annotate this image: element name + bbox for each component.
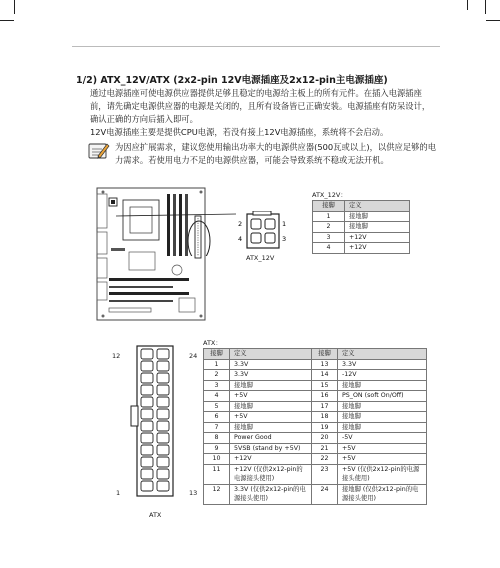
definition-cell: 接地脚 <box>338 412 427 423</box>
atx12v-pin-number: 4 <box>238 235 243 243</box>
table-header-row <box>313 201 410 212</box>
atx-connector-pin <box>157 349 169 359</box>
definition-cell: 接地脚 <box>338 380 427 391</box>
pin-cell: 6 <box>204 412 230 423</box>
column-header: 接脚 <box>313 201 345 212</box>
atx-connector-pin <box>141 445 153 455</box>
atx-connector-pin <box>141 421 153 431</box>
crop-mark <box>467 0 468 10</box>
atx-connector-pin <box>157 409 169 419</box>
table-row <box>204 422 427 433</box>
definition-cell: 3.3V <box>338 359 427 370</box>
pin-cell: 22 <box>312 454 338 465</box>
atx-connector-pin <box>141 469 153 479</box>
table-row <box>204 454 427 465</box>
definition-cell: 接地脚 <box>338 401 427 412</box>
definition-cell: -5V <box>338 433 427 444</box>
atx-connector-label: ATX <box>149 511 162 519</box>
column-header: 定义 <box>338 349 427 360</box>
definition-cell: +5V <box>230 412 312 423</box>
pin-cell: 3 <box>204 380 230 391</box>
atx-connector-pin <box>141 409 153 419</box>
atx-connector-pin <box>157 445 169 455</box>
pin-cell: 10 <box>204 454 230 465</box>
table-row <box>204 401 427 412</box>
column-header: 接脚 <box>312 349 338 360</box>
atx-connector-pin <box>157 421 169 431</box>
atx-connector-pin <box>157 385 169 395</box>
section-title: 1/2) ATX_12V/ATX (2x2-pin 12V电源插座及2x12-pin主电源插座) <box>76 75 388 86</box>
atx-connector-diagram <box>126 344 184 524</box>
note-text: 为因应扩展需求，建议您使用输出功率大的电源供应器(500瓦或以上)，以供应足够的电力需求。若使用电力不足的电源供应器，可能会导致系统不稳或无法开机。 <box>115 142 437 165</box>
definition-cell: +12V <box>345 243 410 254</box>
definition-cell: +5V (仅供2x12-pin的电源接头使用) <box>338 464 427 484</box>
definition-cell: +12V <box>345 232 410 243</box>
definition-cell: 接地脚 <box>345 222 410 233</box>
atx-connector-pin <box>157 373 169 383</box>
atx-pin-label: 24 <box>189 352 198 360</box>
table-row <box>313 211 410 222</box>
pin-cell: 5 <box>204 401 230 412</box>
atx12v-pin-number: 3 <box>282 235 287 243</box>
pin-cell: 12 <box>204 484 230 504</box>
table-row <box>204 370 427 381</box>
atx12v-table-caption: ATX_12V： <box>312 191 347 199</box>
table-row <box>204 464 427 484</box>
connector-callout-lines <box>100 186 243 256</box>
atx-connector-pin <box>157 433 169 443</box>
pin-cell: 21 <box>312 443 338 454</box>
pin-cell: 20 <box>312 433 338 444</box>
pin-cell: 4 <box>204 391 230 402</box>
definition-cell: 3.3V <box>230 370 312 381</box>
definition-cell: 接地脚 (仅供2x12-pin的电源接头使用) <box>338 484 427 504</box>
definition-cell: 接地脚 <box>338 422 427 433</box>
table-row <box>204 412 427 423</box>
table-row <box>204 359 427 370</box>
atx-pin-label: 1 <box>116 489 121 497</box>
pin-cell: 8 <box>204 433 230 444</box>
crop-mark <box>485 0 486 14</box>
table-row <box>204 391 427 402</box>
crop-mark <box>14 0 15 14</box>
crop-mark <box>0 20 14 21</box>
atx-connector-pin <box>141 397 153 407</box>
atx-connector-pin <box>157 469 169 479</box>
header-rule <box>72 46 440 47</box>
pin-cell: 23 <box>312 464 338 484</box>
pin-cell: 3 <box>313 232 345 243</box>
definition-cell: 接地脚 <box>230 422 312 433</box>
atx-pin-label: 12 <box>112 352 121 360</box>
atx-connector-pin <box>141 361 153 371</box>
definition-cell: +12V <box>230 454 312 465</box>
table-row <box>313 232 410 243</box>
pin-cell: 11 <box>204 464 230 484</box>
atx-table-caption: ATX： <box>203 339 222 347</box>
definition-cell: 接地脚 <box>230 401 312 412</box>
pin-cell: 1 <box>313 211 345 222</box>
pin-cell: 19 <box>312 422 338 433</box>
pin-cell: 1 <box>204 359 230 370</box>
atx-connector-pin <box>141 373 153 383</box>
definition-cell: 接地脚 <box>345 211 410 222</box>
pin-cell: 2 <box>204 370 230 381</box>
table-row <box>313 243 410 254</box>
atx-connector-pin <box>141 433 153 443</box>
pin-cell: 7 <box>204 422 230 433</box>
definition-cell: Power Good <box>230 433 312 444</box>
pin-cell: 16 <box>312 391 338 402</box>
definition-cell: 5VSB (stand by +5V) <box>230 443 312 454</box>
definition-cell: -12V <box>338 370 427 381</box>
pin-cell: 9 <box>204 443 230 454</box>
atx-connector-pin <box>141 385 153 395</box>
atx12v-pin-number: 1 <box>282 220 287 228</box>
definition-cell: 3.3V (仅供2x12-pin的电源接头使用) <box>230 484 312 504</box>
pin-cell: 17 <box>312 401 338 412</box>
definition-cell: +12V (仅供2x12-pin的电源接头使用) <box>230 464 312 484</box>
pin-cell: 15 <box>312 380 338 391</box>
definition-cell: 接地脚 <box>230 380 312 391</box>
atx12v-pin-table <box>312 200 410 254</box>
atx-connector-pin <box>141 481 153 491</box>
pin-cell: 18 <box>312 412 338 423</box>
definition-cell: +5V <box>338 443 427 454</box>
atx-pin-label: 13 <box>189 489 198 497</box>
crop-mark <box>486 20 500 21</box>
atx-connector-pin <box>157 397 169 407</box>
atx12v-connector-label: ATX_12V <box>246 254 275 262</box>
pin-cell: 4 <box>313 243 345 254</box>
definition-cell: 3.3V <box>230 359 312 370</box>
definition-cell: PS_ON (soft On/Off) <box>338 391 427 402</box>
atx-connector-pin <box>141 349 153 359</box>
pin-cell: 13 <box>312 359 338 370</box>
pin-cell: 14 <box>312 370 338 381</box>
note-pencil-icon <box>88 141 110 161</box>
column-header: 定义 <box>345 201 410 212</box>
definition-cell: +5V <box>338 454 427 465</box>
column-header: 接脚 <box>204 349 230 360</box>
atx-connector-pin <box>141 457 153 467</box>
pin-cell: 24 <box>312 484 338 504</box>
table-row <box>204 484 427 504</box>
column-header: 定义 <box>230 349 312 360</box>
definition-cell: +5V <box>230 391 312 402</box>
table-row <box>204 443 427 454</box>
pin-cell: 2 <box>313 222 345 233</box>
table-row <box>204 380 427 391</box>
atx-pin-table <box>203 348 427 505</box>
table-header-row <box>204 349 427 360</box>
atx-connector-pin <box>157 481 169 491</box>
table-row <box>313 222 410 233</box>
table-row <box>204 433 427 444</box>
atx-connector-pin <box>157 457 169 467</box>
cpu-power-paragraph: 12V电源插座主要是提供CPU电源，若没有接上12V电源插座，系统将不会启动。 <box>90 127 389 137</box>
intro-paragraph: 通过电源插座可使电源供应器提供足够且稳定的电源给主板上的所有元件。在插入电源插座前，请先确定电源供应器的电源是关闭的，且所有设备皆已正确安装。电源插座有防呆设计，确认正确的方向后插入即可。 <box>90 88 431 124</box>
atx12v-pin-number: 2 <box>238 220 243 228</box>
atx-connector-pin <box>157 361 169 371</box>
